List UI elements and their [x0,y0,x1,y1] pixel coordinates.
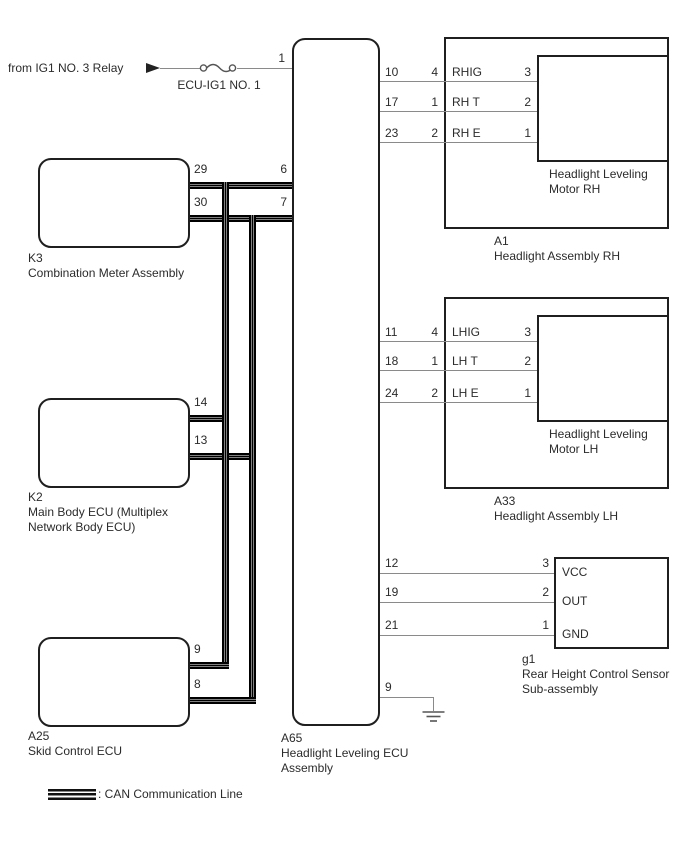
ecu-a65-label [281,731,408,776]
pin-number: 17 [385,95,399,109]
a1-label [494,234,620,264]
pin-number: 9 [385,680,392,694]
component-id: A25 [28,729,50,743]
can-line-a25-canh [190,662,229,669]
a33-terminal-label: LH T [452,354,478,368]
component-name: Network Body ECU) [28,520,136,534]
pin-number: 3 [524,65,531,79]
component-name: Headlight Leveling [549,167,648,181]
wire-shrl [380,602,554,603]
motor-lh-label [549,427,648,457]
a33-terminal-label: LH E [452,386,479,400]
pin-number: 1 [431,354,438,368]
wire-e1 [380,697,433,698]
pin-number: 2 [524,354,531,368]
k2-label [28,490,168,535]
pin-number: 3 [542,556,549,570]
a1-terminal-label: RH E [452,126,481,140]
ground-icon [420,710,447,724]
pin-number: 1 [524,386,531,400]
pin-number: 2 [431,386,438,400]
k2-box [38,398,190,488]
a33-label [494,494,618,524]
pin-number: 1 [524,126,531,140]
pin-number: 23 [385,126,399,140]
pin-number: 11 [385,325,398,339]
k3-box [38,158,190,248]
wire-sgr [380,635,554,636]
component-id: K2 [28,490,43,504]
wire-lh-minus [380,402,537,403]
pin-number: 1 [542,618,549,632]
pin-number: 3 [524,325,531,339]
pin-number: 1 [431,95,438,109]
pin-number: 6 [280,162,287,176]
can-line-k3-canh [190,182,292,189]
a25-label [28,729,122,759]
pin-number: 9 [194,642,201,656]
ecu-a65-box [292,38,380,726]
wire-rh-minus [380,142,537,143]
can-line-legend-icon [48,789,96,800]
a25-box [38,637,190,727]
pin-number: 13 [194,433,208,447]
component-name: Assembly [281,761,334,775]
component-name: Motor RH [549,182,601,196]
can-line-k3-canl [190,215,292,222]
arrow-right-icon [146,63,160,73]
pin-number: 14 [194,395,208,409]
pin-number: 19 [385,585,399,599]
g1-terminal-label: GND [562,627,589,641]
g1-terminal-label: OUT [562,594,588,608]
fuse-icon [198,60,238,76]
motor-rh-label [549,167,648,197]
component-name: Headlight Assembly RH [494,249,621,263]
pin-number: 4 [431,325,438,339]
component-name: Skid Control ECU [28,744,123,758]
pin-number: 2 [542,585,549,599]
component-name: Headlight Leveling ECU [281,746,409,760]
power-source-label: from IG1 NO. 3 Relay [8,61,124,75]
ig-wire-segment [237,68,292,69]
pin-number: 24 [385,386,399,400]
pin-number: 12 [385,556,399,570]
pin-number: 4 [431,65,438,79]
a33-terminal-label: LHIG [452,325,481,339]
wire-rh-plus [380,81,537,82]
legend-text: : CAN Communication Line [98,787,243,801]
component-name: Headlight Leveling [549,427,648,441]
wire-lh-plus [380,341,537,342]
ig-wire-segment [160,68,200,69]
pin-number: 21 [385,618,399,632]
can-line-a25-canl [190,697,256,704]
component-name: Motor LH [549,442,599,456]
can-bus-canl [249,215,256,704]
wire-e1-drop [433,697,434,711]
fuse-label: ECU-IG1 NO. 1 [177,78,261,92]
component-name: Rear Height Control Sensor [522,667,670,681]
pin-number: 8 [194,677,201,691]
pin-number: 18 [385,354,399,368]
pin-number: 7 [280,195,287,209]
motor-rh-box [537,55,669,162]
g1-terminal-label: VCC [562,565,588,579]
wire-sbr [380,573,554,574]
pin-number: 2 [524,95,531,109]
component-id: A65 [281,731,303,745]
wire-lht [380,370,537,371]
a1-terminal-label: RHIG [452,65,482,79]
pin-number: 30 [194,195,208,209]
component-name: Combination Meter Assembly [28,266,185,280]
motor-lh-box [537,315,669,422]
pin-number: 10 [385,65,399,79]
a1-terminal-label: RH T [452,95,480,109]
can-bus-canh [222,182,229,669]
component-id: g1 [522,652,536,666]
pin-number: 1 [278,51,285,65]
component-name: Headlight Assembly LH [494,509,619,523]
component-id: K3 [28,251,43,265]
g1-label [522,652,669,697]
component-name: Main Body ECU (Multiplex [28,505,169,519]
pin-number: 29 [194,162,208,176]
k3-label [28,251,184,281]
wire-rht [380,111,537,112]
component-id: A33 [494,494,516,508]
component-id: A1 [494,234,509,248]
pin-number: 2 [431,126,438,140]
component-name: Sub-assembly [522,682,599,696]
